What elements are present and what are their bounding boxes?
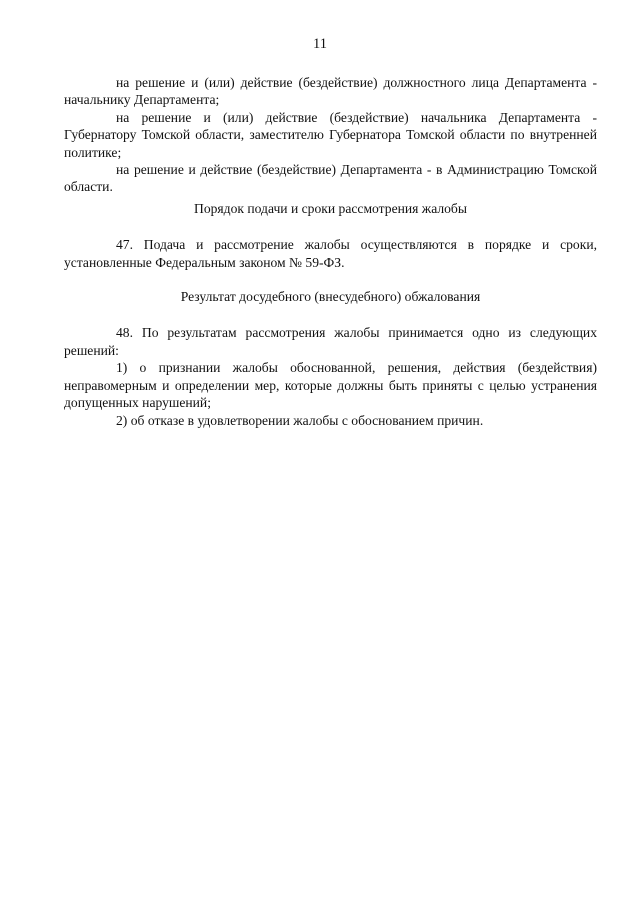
- paragraph-48-option-1: 1) о признании жалобы обоснованной, решения, действия (бездействия) неправомерным и определении мер, которые должны быть приняты с целью устранения допущенных нарушений;: [64, 360, 597, 411]
- paragraph-appeal-department: на решение и действие (бездействие) Департамента - в Администрацию Томской области.: [64, 162, 597, 195]
- paragraph-appeal-head: на решение и (или) действие (бездействие) начальника Департамента - Губернатору Томской области, заместителю Губернатора Томской области по внутренней политике;: [64, 109, 597, 160]
- spacer: [64, 217, 597, 236]
- paragraph-48: 48. По результатам рассмотрения жалобы принимается одно из следующих решений:: [64, 325, 597, 358]
- document-body: [64, 74, 597, 429]
- heading-result: Результат досудебного (внесудебного) обжалования: [180, 289, 481, 305]
- paragraph-appeal-official: на решение и (или) действие (бездействие) должностного лица Департамента - начальнику Департамента;: [64, 75, 597, 108]
- spacer: [64, 305, 597, 324]
- page-number: 11: [313, 36, 327, 52]
- paragraph-48-option-2: 2) об отказе в удовлетворении жалобы с обоснованием причин.: [116, 412, 484, 428]
- paragraph-47: 47. Подача и рассмотрение жалобы осуществляются в порядке и сроки, установленные Федеральным законом № 59-ФЗ.: [64, 237, 597, 270]
- spacer: [64, 271, 597, 288]
- heading-procedure: Порядок подачи и сроки рассмотрения жалобы: [194, 200, 467, 216]
